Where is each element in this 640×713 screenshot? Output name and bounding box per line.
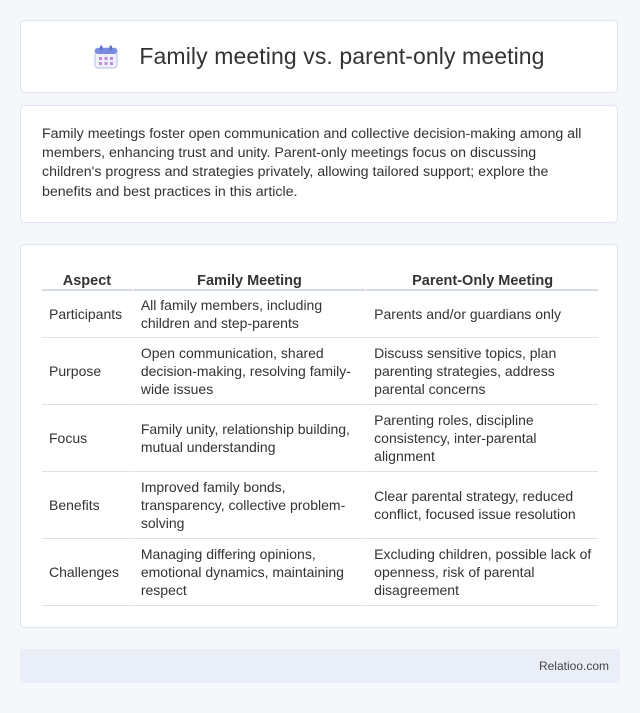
row-aspect: Benefits bbox=[42, 472, 132, 539]
table-header-row bbox=[42, 267, 598, 291]
calendar-icon bbox=[93, 44, 119, 70]
header-aspect: Aspect bbox=[42, 267, 132, 291]
table-row bbox=[42, 539, 598, 606]
footer-site-name: Relatioo.com bbox=[538, 659, 609, 673]
table-row bbox=[42, 338, 598, 405]
row-aspect: Purpose bbox=[42, 338, 132, 405]
row-parent-only-meeting: Clear parental strategy, reduced conflict, focused issue resolution bbox=[365, 472, 598, 539]
row-aspect: Focus bbox=[42, 405, 132, 472]
row-family-meeting: Open communication, shared decision-making, resolving family-wide issues bbox=[132, 338, 365, 405]
row-parent-only-meeting: Excluding children, possible lack of openness, risk of parental disagreement bbox=[365, 539, 598, 606]
intro-paragraph: Family meetings foster open communication and collective decision-making among all members, enhancing trust and unity. Parent-only meetings focus on discussing children's progress and strategies privately, allowing tailored support; explore the benefits and best practices in this article. bbox=[42, 126, 582, 200]
row-family-meeting: All family members, including children and step-parents bbox=[132, 291, 365, 338]
table-row bbox=[42, 291, 598, 338]
header-parent-only-meeting: Parent-Only Meeting bbox=[365, 267, 598, 291]
row-family-meeting: Managing differing opinions, emotional dynamics, maintaining respect bbox=[132, 539, 365, 606]
intro-card bbox=[20, 105, 618, 223]
row-parent-only-meeting: Discuss sensitive topics, plan parenting strategies, address parental concerns bbox=[365, 338, 598, 405]
comparison-table bbox=[42, 267, 598, 606]
table-row bbox=[42, 472, 598, 539]
comparison-card bbox=[20, 244, 618, 628]
row-family-meeting: Family unity, relationship building, mutual understanding bbox=[132, 405, 365, 472]
page-title: Family meeting vs. parent-only meeting bbox=[139, 43, 545, 69]
title-card bbox=[20, 20, 618, 93]
row-family-meeting: Improved family bonds, transparency, collective problem-solving bbox=[132, 472, 365, 539]
row-aspect: Challenges bbox=[42, 539, 132, 606]
row-parent-only-meeting: Parenting roles, discipline consistency, inter-parental alignment bbox=[365, 405, 598, 472]
header-family-meeting: Family Meeting bbox=[132, 267, 365, 291]
row-parent-only-meeting: Parents and/or guardians only bbox=[365, 291, 598, 338]
footer-bar bbox=[20, 649, 620, 683]
table-row bbox=[42, 405, 598, 472]
row-aspect: Participants bbox=[42, 291, 132, 338]
